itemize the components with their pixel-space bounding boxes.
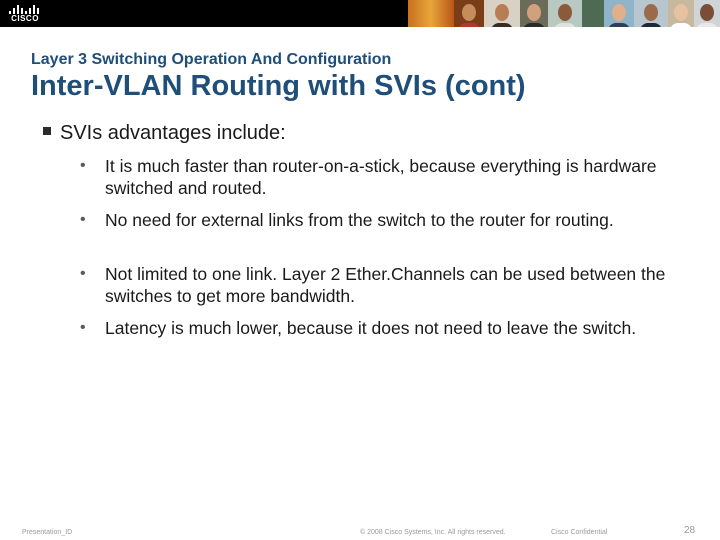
cisco-logo (8, 4, 42, 24)
cisco-bridge-logo-icon (8, 4, 42, 14)
list-item-text: Latency is much lower, because it does not need to leave the switch. (105, 318, 637, 338)
footer-confidential: Cisco Confidential (551, 529, 608, 536)
people-photo-collage (408, 0, 720, 27)
bullet-dot-icon: • (80, 265, 86, 282)
list-item (80, 155, 686, 199)
list-item-text: It is much faster than router-on-a-stick, because everything is hardware switched and routed. (105, 156, 657, 198)
header-band (0, 0, 720, 27)
bullet-dot-icon: • (80, 319, 86, 336)
footer-presentation-id: Presentation_ID (22, 529, 73, 536)
list-item (80, 209, 686, 231)
main-bullet-text: SVIs advantages include: (60, 122, 286, 144)
page-number: 28 (684, 525, 696, 536)
bullet-dot-icon: • (80, 211, 86, 228)
list-item-text: Not limited to one link. Layer 2 Ether.Channels can be used between the switches to get more bandwidth. (105, 264, 666, 306)
footer-copyright: © 2008 Cisco Systems, Inc. All rights reserved. (360, 529, 506, 536)
slide-subtitle: Layer 3 Switching Operation And Configuration (31, 51, 392, 68)
slide-title: Inter-VLAN Routing with SVIs (cont) (31, 70, 526, 102)
main-bullet (43, 122, 683, 145)
list-item (80, 317, 686, 339)
list-item-text: No need for external links from the switch to the router for routing. (105, 210, 614, 230)
cisco-logo-text: CISCO (11, 14, 39, 23)
bullet-dot-icon: • (80, 157, 86, 174)
list-item (80, 263, 686, 307)
square-bullet-icon (43, 127, 51, 135)
